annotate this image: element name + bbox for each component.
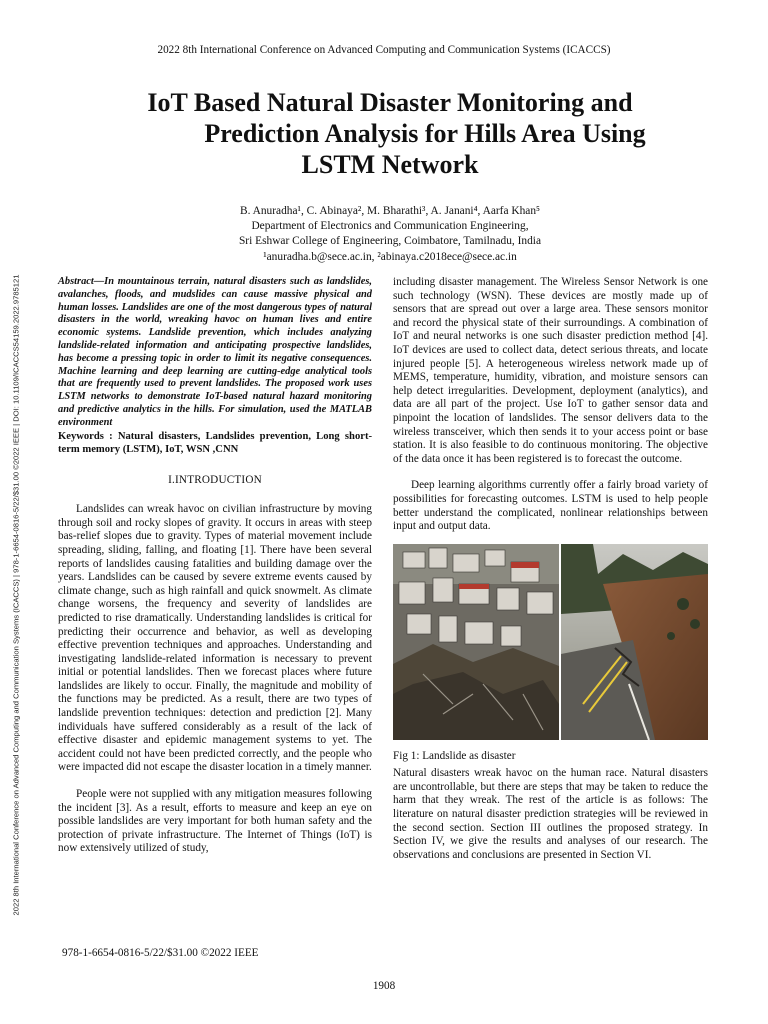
author-department: Department of Electronics and Communication Engineering, [251,220,529,233]
author-names: B. Anuradha¹, C. Abinaya², M. Bharathi³, A. Janani⁴, Aarfa Khan⁵ [239,205,541,217]
abstract: Abstract—In mountainous terrain, natural disasters such as landslides, avalanches, floods, and mudslides can cause massive physical and human losses. Landslides are one of the most dangerous types of natural disasters in the world, wreaking havoc on human lives and entire economic systems. Landslide prevention, which includes analyzing landslide-related information and anticipating prospective landslides, has become a pressing topic in order to limit its negative consequences. Machine learning and deep learning are cutting-edge analytical tools that are frequently used to prevent landslides. The proposed work uses LSTM networks to demonstrate IoT-based natural hazard monitoring and predictive analytics in the hills. For simulation, used the MATLAB environment [58,276,372,428]
figure-caption: Fig 1: Landslide as disaster [393,749,516,762]
page-number: 1908 [372,980,396,992]
side-citation-text: 2022 8th International Conference on Advanced Computing and Communication Systems (ICACCS) | 978-1-6654-0816-5/22/$31.00 ©2022 IEEE | DOI: 10.1109/ICACCS54159.2022.9785121 [11,274,21,916]
title-line: Prediction Analysis for Hills Area Using [204,119,646,148]
author-college: Sri Eshwar College of Engineering, Coimbatore, Tamilnadu, India [238,235,542,248]
title-line: LSTM Network [301,150,479,179]
footer-copyright: 978-1-6654-0816-5/22/$31.00 ©2022 IEEE [62,947,259,959]
right-column [393,276,708,862]
conference-header: 2022 8th International Conference on Advanced Computing and Communication Systems (ICACCS) [157,44,611,56]
side-margin-citation [6,210,26,980]
body-paragraph: People were not supplied with any mitigation measures following the incident [3]. As a result, efforts to measure and keep an eye on possible landslides are very important for both human safety and the protection of private infrastructure. The Internet of Things (IoT) is now extensively utilized of study, [58,788,372,855]
title-line: IoT Based Natural Disaster Monitoring and [147,88,633,117]
landslide-photo [393,544,708,740]
body-paragraph: Deep learning algorithms currently offer a fairly broad variety of possibilities for forecasting outcomes. LSTM is used to help people better understand the complicated, nonlinear relationships between input and output data. [393,479,708,533]
body-paragraph: Landslides can wreak havoc on civilian infrastructure by moving through soil and rocky slopes of gravity. It occurs in areas with steep bas-relief slopes due to gravity. Types of material movement include spreading, sliding, falling, and floating [1]. There have been several reports of landslides causing fatalities and building damage over the years. Landslides can be caused by severe extreme events caused by climate change, such as high rainfall and quick snowmelt. As climate change worsens, the frequency and severity of landslides are predicted to rise dramatically. Understanding landslides is critical for predicting their occurrence and behavior, as well as developing effective prevention techniques and approaches. Understanding and investigating landslide-related information is necessary to prevent initial or potential landslides. Then we forecast places where future landslides are likely to occur. Finally, the magnitude and mobility of the functions may be predicted. As a result, there are two types of landslide prevention techniques: detection and prediction [2]. Many individuals have suffered considerably as a result of the lack of effective disaster and epidemic management systems to yet. The accident could not have been predicted correctly, and the people who were impacted did not escape the disaster location in a timely manner. [58,503,372,774]
left-column [58,276,372,856]
body-paragraph: including disaster management. The Wireless Sensor Network is one such technology (WSN). These devices are mostly made up of sensors that are spread out over a large area. These sensors monitor and record the physical state of their surroundings. A combination of IoT and neural networks is one such disaster prediction method [4]. IoT devices are used to collect data, detect serious threats, and locate injured people [5]. A heterogeneous wireless network made up of MEMS, temperature, humidity, vibration, and moisture sensors can help detect irregularities. Development, deployment (analytics), and data are all part of the project. Use IoT to gather sensor data and pinpoint the location of landslides. The sensor delivers data to the wireless transceiver, which then sends it to your access point or base station. It is also feasible to do continuous monitoring. The objective of the data once it has been registered is to forecast the outcome. [393,276,708,465]
author-emails: ¹anuradha.b@sece.ac.in, ²abinaya.c2018ece@sece.ac.in [263,250,517,263]
landslide-figure [393,544,708,740]
body-paragraph: Natural disasters wreak havoc on the human race. Natural disasters are uncontrollable, but there are steps that may be taken to reduce the harm that they wreak. The rest of the article is as follows: The literature on natural disaster prediction strategies will be reviewed in the second section. Section III outlines the proposed strategy. In Section IV, we give the results and analyses of our research. The observations and conclusions are presented in Section VI. [393,767,708,861]
keywords: Keywords : Natural disasters, Landslides prevention, Long short-term memory (LSTM), IoT, WSN ,CNN [58,430,372,455]
author-block [110,204,670,265]
section-heading: I.INTRODUCTION [168,473,262,486]
paper-title [60,87,720,180]
